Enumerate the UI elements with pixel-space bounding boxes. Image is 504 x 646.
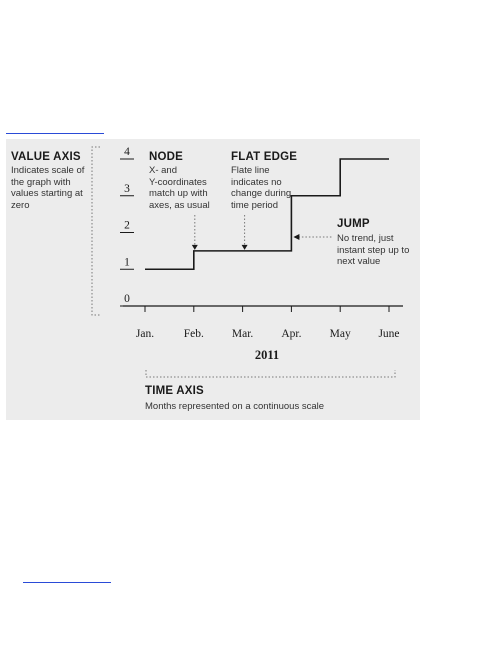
y-tick-label: 2 <box>124 219 130 232</box>
node-heading: NODE <box>149 151 184 163</box>
time-axis-heading: TIME AXIS <box>145 385 204 397</box>
y-tick-label: 3 <box>124 182 130 195</box>
node-line: axes, as usual <box>149 199 210 211</box>
value-axis-heading: VALUE AXIS <box>11 151 81 163</box>
node-pointer-arrowhead <box>192 245 198 250</box>
top-link-underline[interactable] <box>6 133 104 134</box>
value-axis-line: values starting at <box>11 188 83 199</box>
flat-edge-description <box>231 165 301 211</box>
y-tick-label: 1 <box>124 256 130 269</box>
flat-edge-line: time period <box>231 199 278 211</box>
node-description <box>149 165 227 211</box>
flat-edge-line: change during <box>231 188 292 199</box>
time-axis-bracket <box>146 370 395 377</box>
y-tick-label: 4 <box>124 146 130 158</box>
x-tick-label: Feb. <box>183 328 204 340</box>
chart-panel <box>6 139 420 420</box>
jump-heading: JUMP <box>337 218 370 230</box>
time-axis-description <box>145 401 405 413</box>
flat-edge-line: indicates no <box>231 176 282 188</box>
x-tick-label: Jan. <box>135 328 155 340</box>
flat-edge-pointer-arrowhead <box>242 245 248 250</box>
y-tick-label: 0 <box>124 293 130 305</box>
x-tick-label: May <box>329 328 351 340</box>
jump-line: next value <box>337 256 381 267</box>
node-line: match up with <box>149 188 208 199</box>
value-axis-description <box>11 165 93 211</box>
value-axis-bracket <box>92 147 100 315</box>
jump-line: No trend, just <box>337 233 394 244</box>
x-tick-label: Mar. <box>231 328 254 340</box>
bottom-link-underline[interactable] <box>23 582 111 583</box>
jump-line: instant step up to <box>337 244 410 256</box>
value-axis-line: Indicates scale of <box>11 165 85 176</box>
value-axis-line: zero <box>11 199 30 211</box>
time-axis-line: Months represented on a continuous scale <box>145 401 325 412</box>
value-axis-line: the graph with <box>11 176 71 188</box>
jump-description <box>337 233 417 268</box>
jump-pointer-arrowhead <box>293 234 299 240</box>
x-tick-label: Apr. <box>281 328 302 340</box>
flat-edge-heading: FLAT EDGE <box>231 151 298 163</box>
node-line: X- and <box>149 165 177 176</box>
x-axis-title: 2011 <box>254 348 280 362</box>
flat-edge-line: Flate line <box>231 165 270 176</box>
x-tick-label: June <box>378 328 400 340</box>
node-line: Y-coordinates <box>149 176 207 188</box>
